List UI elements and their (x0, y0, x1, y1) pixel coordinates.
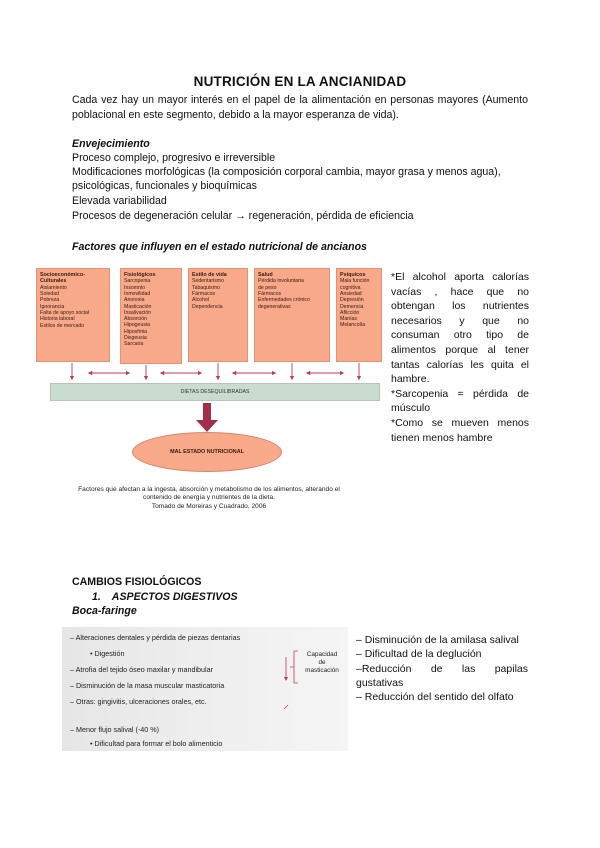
factor-item: Sedentarismo (192, 278, 225, 285)
factor-box-title: Psíquicos (340, 272, 366, 278)
factor-item: Falta de apoyo social (40, 310, 90, 316)
factors-diagram (36, 262, 382, 522)
factor-item: Historia laboral (40, 316, 75, 323)
factor-item: Soledad (40, 291, 60, 298)
factor-item: Sarcaria (124, 341, 144, 348)
factores-heading: Factores que influyen en el estado nutricional de ancianos (72, 241, 367, 253)
factor-item: Absorción (124, 316, 148, 323)
envejecimiento-line: Elevada variabilidad (72, 195, 167, 207)
result-ellipse: MAL ESTADO NUTRICIONAL (132, 432, 282, 472)
slide-item: – Alteraciones dentales y pérdida de piezas dentarias (70, 633, 241, 642)
envejecimiento-line: Procesos de degeneración celular → regeneración, pérdida de eficiencia (72, 210, 414, 222)
factor-box-title: Socioeconómico-Culturales (40, 272, 85, 285)
note-olfato: – Reducción del sentido del olfato (356, 691, 514, 704)
factor-item: degenerativas (258, 303, 291, 310)
slide-subitem: • Dificultad para formar el bolo alimenticio (90, 739, 223, 748)
capacidad-line: de (318, 659, 326, 666)
factor-item: Ignorancia (40, 303, 65, 310)
factor-item: Insalivación (124, 309, 152, 316)
intro-paragraph: Cada vez hay un mayor interés en el papel de la alimentación en personas mayores (Aumento poblacional en este segmento, debido a la mayor esperanza de vida). (72, 94, 528, 121)
caption-source: Tomado de Moreiras y Cuadrado, 2006 (151, 502, 267, 510)
aspectos-title: ASPECTOS DIGESTIVOS (111, 591, 238, 603)
factor-box-title: Salud (258, 272, 273, 278)
slide-bracket (62, 627, 348, 751)
factor-item: Aflicción (340, 309, 360, 316)
boca-heading: Boca-faringe (72, 605, 137, 617)
factor-item: Dependencia (192, 303, 223, 310)
factor-item: Pérdida involuntaria (258, 278, 304, 285)
digestive-slide (62, 627, 348, 751)
factor-item: Demencia (340, 303, 364, 310)
factor-item: Ansiedad (340, 291, 362, 297)
capacidad-label (300, 651, 344, 675)
factor-item: Masticación (124, 303, 152, 310)
factor-box-title: Estilo de vida (192, 272, 227, 278)
slide-item: – Disminución de la masa muscular masticatoria (70, 681, 225, 690)
factor-item: Disgeusia (124, 335, 147, 342)
factor-item: Fármacos (258, 291, 282, 297)
factor-item: Fármacos (192, 291, 216, 297)
note-papilas: –Reducción de las papilas gustativas (356, 662, 528, 689)
factor-item: Inmovilidad (124, 291, 151, 297)
factor-box-title: Fisiológicos (124, 272, 156, 278)
note-deglucion: – Dificultad de la deglución (356, 648, 482, 661)
note-sarcopenia: *Sarcopenia = pérdida de músculo (391, 387, 529, 415)
side-notes-factors (391, 270, 529, 445)
slide-item: – Menor flujo salival (-40 %) (70, 725, 160, 734)
slide-subitem: • Digestión (90, 649, 125, 658)
factor-item: Enfermedades crónico (258, 297, 310, 304)
capacidad-line: masticación (305, 667, 339, 674)
factor-item: Manías (340, 316, 358, 323)
factor-item: de peso (258, 284, 277, 291)
big-down-arrow (196, 403, 218, 432)
figure-caption (36, 486, 382, 511)
slide-item: – Otras: gingivitis, ulceraciones orales, etc. (70, 697, 207, 706)
aspectos-heading (92, 590, 552, 604)
note-amilasa: – Disminución de la amilasa salival (356, 634, 519, 646)
factor-item: Hipogeusia (124, 322, 150, 329)
factor-item: Insomnio (124, 284, 146, 291)
factor-item: Hiposfmia (124, 328, 148, 335)
envejecimiento-line: Proceso complejo, progresivo e irreversible (72, 152, 276, 164)
caption-line: Factores que afectan a la ingesta, absorción y metabolismo de los alimentos, alterando el (78, 486, 340, 493)
aspectos-number: 1. (92, 591, 101, 603)
caption-line: contenido de energía y nutrientes de la dieta. (143, 494, 275, 502)
slide-item: – Atrofia del tejido óseo maxilar y mandibular (70, 665, 214, 674)
factor-item: Depresión (340, 297, 364, 304)
factor-item: Mala función (340, 278, 370, 285)
envejecimiento-heading: Envejecimiento (72, 138, 150, 150)
factor-item: Melancolía (340, 322, 366, 329)
page-title: NUTRICIÓN EN LA ANCIANIDAD (193, 74, 407, 89)
cambios-heading: CAMBIOS FISIOLÓGICOS (72, 576, 202, 588)
factor-item: Pobreza (40, 297, 60, 304)
diet-bar: DIETAS DESEQUILIBRADAS (50, 383, 380, 401)
factor-item: Aislamiento (40, 284, 67, 291)
factor-item: Estilos de mercado (40, 322, 85, 329)
note-movement: *Como se mueven menos tienen menos hambre (391, 416, 529, 444)
factor-item: Alcohol (192, 297, 210, 304)
envejecimiento-line: Modificaciones morfológicas (la composición corporal cambia, mayor grasa y menos agua), psicológicas, funcionales y bioquímicas (72, 166, 501, 193)
factor-item: Tabaquismo (192, 284, 220, 291)
capacidad-line: Capacidad (306, 651, 338, 658)
factor-item: Sarcopenia (124, 278, 151, 285)
side-notes-digestive (356, 633, 528, 704)
factor-item: cognitiva (340, 284, 361, 291)
note-alcohol: *El alcohol aporta calorías vacías , hace que no obtengan los nutrientes necesarios y que no consuman otro tipo de alimentos porque al tener tantas calorías les quita el hambre. (391, 271, 529, 386)
factor-item: Anorexia (124, 297, 145, 304)
